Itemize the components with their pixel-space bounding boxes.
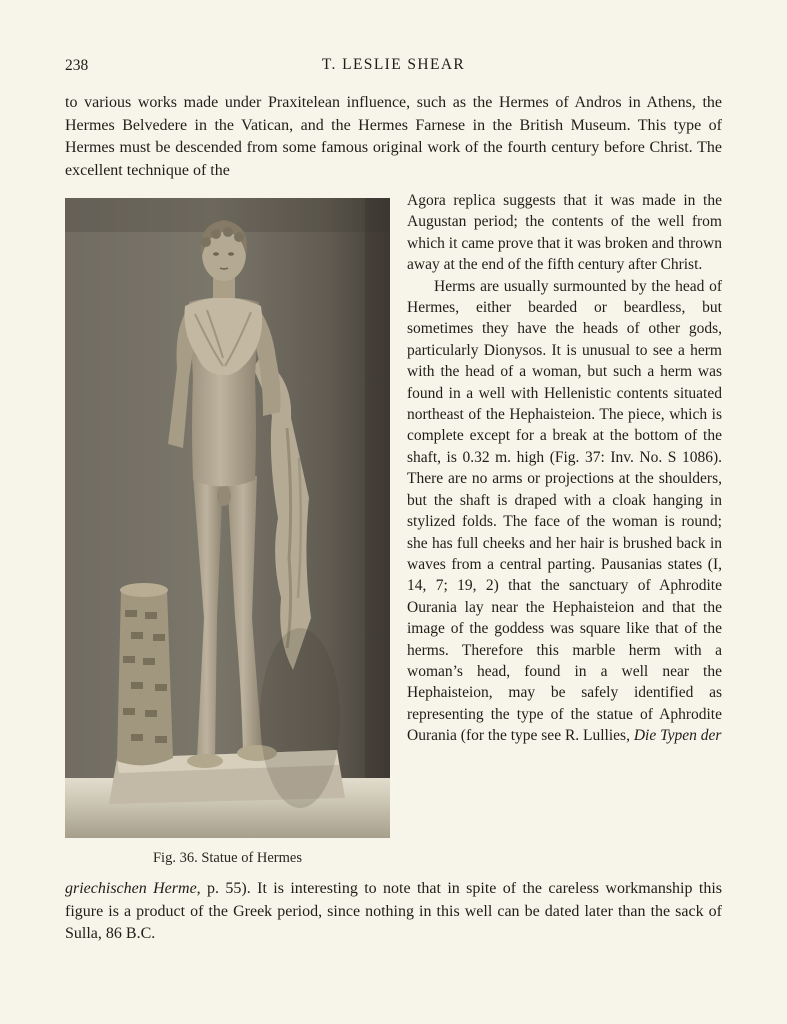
- statue-of-hermes-illustration: [65, 198, 390, 838]
- running-head: T. LESLIE SHEAR: [321, 56, 466, 73]
- closing-cited-title: griechischen Herme: [65, 880, 197, 898]
- intro-paragraph: to various works made under Praxitelean influence, such as the Hermes of Andros in Athens, the Hermes Belvedere in the Vatican, and the Hermes Farnese in the British Museum. This type of Hermes must be descended from some famous original work of the fourth century before Christ. The excellent technique of the: [65, 94, 722, 179]
- figure-caption: Fig. 36. Statue of Hermes: [152, 850, 302, 866]
- page-number: 238: [65, 57, 89, 74]
- figure-36: [65, 198, 390, 869]
- statue-photo: [65, 198, 390, 838]
- column-paragraph-1: Agora replica suggests that it was made in the Augustan period; the contents of the well from which it came prove that it was broken and thrown away at the end of the fifth century after Christ.: [407, 192, 722, 274]
- closing-paragraph: [65, 869, 722, 946]
- body-flow: [65, 190, 722, 866]
- column-paragraph-2-text: Herms are usually surmounted by the head of Hermes, either bearded or beardless, but sometimes they have the heads of other gods, particularly Dionysos. It is unusual to see a herm with the head of a woman, but such a herm was found in a well with Hellenistic contents situated northeast of the Hephaisteion. The piece, which is complete except for a break at the bottom of the shaft, is 0.32 m. high (Fig. 37: Inv. No. S 1086). There are no arms or projections at the shoulders, but the shaft is draped with a cloak hanging in stylized folds. The face of the woman is round; she has full cheeks and her hair is brushed back in waves from a central parting. Pausanias states (I, 14, 7; 19, 2) that the sanctuary of Aphrodite Ourania lay near the Hephaisteion and that the image of the goddess was square like that of the herms. Therefore this marble herm with a woman’s head, found in a well near the Hephaisteion, may be safely identified as representing the type of the statue of Aphrodite Ourania (for the type see R. Lullies,: [407, 277, 722, 745]
- closing-text: , p. 55). It is interesting to note that in spite of the careless workmanship this figure is a product of the Greek period, since nothing in this well can be dated later than the sack of Sulla, 86 B.C.: [65, 880, 722, 943]
- column-paragraph-2-cited-title: Die Typen der: [633, 727, 722, 745]
- page-header: [65, 56, 722, 76]
